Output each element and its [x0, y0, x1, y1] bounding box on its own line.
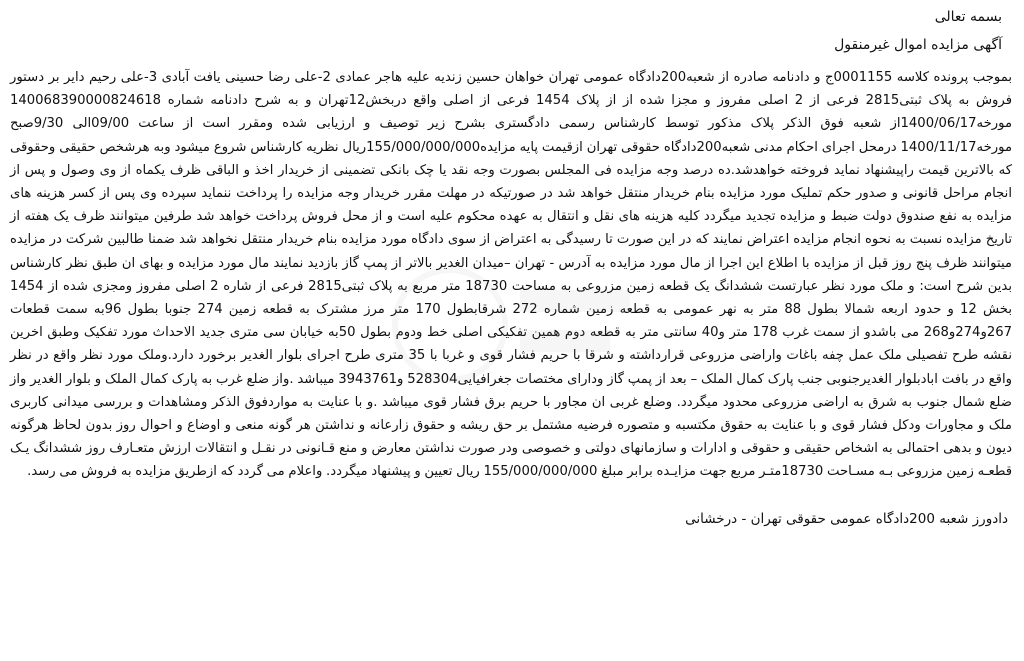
auction-notice-document: [10, 6, 1014, 530]
document-signature: دادورز شعبه 200دادگاه عمومی حقوقی تهران - درخشانی: [685, 510, 1008, 527]
document-title: آگهی مزایده اموال غیرمنقول: [834, 37, 1002, 53]
document-heading: بسمه تعالی: [934, 9, 1002, 25]
document-body: بموجب پرونده کلاسه 0001155ج و دادنامه صادره از شعبه200دادگاه عمومی تهران خواهان حسین زندیه علیه هاجر عمادی 2-علی رضا حسینی یافت آبادی 3-علی رحیم دایر بر دستور فروش به پلاک ثبتی2815 فرعی از 2 اصلی مفروز و مجزا شده از از پلاک 1454 فرعی از اصلی واقع دربخش12تهران و به شرح دادنامه شماره 140068390000824618 مورخه1400/06/17از شعبه فوق الذکر پلاک مذکور توسط کارشناس رسمی دادگستری بشرح زیر توصیف و ارزیابی شده ومقرر است از ساعت 09/00الی 9/30صبح مورخه1400/11/17 درمحل اجرای احکام مدنی شعبه200دادگاه حقوقی تهران ازقیمت پایه مزایده155/000/000/000ریال نظریه کارشناس شروع میشود وبه هرشخص حقیقی وحقوقی که بالاترین قیمت راپیشنهاد نماید فروخته خواهدشد.ده درصد وجه مزایده فی المجلس بصورت وجه نقد یا چک بانکی تضمینی از خریدار اخذ و الباقی ظرف یکماه از وی وصول و پس از انجام مراحل قانونی و صدور حکم تملیک مورد مزایده بنام خریدار منتقل خواهد شد در صورتیکه در مهلت مقرر خریدار وجه مزایده را پرداخت ننماید سپرده وی پس از کسر هزینه های مزایده به نفع صندوق دولت ضبط و مزایده تجدید میگردد کلیه هزینه های نقل و انتقال به عهده محکوم علیه است و از محل فروش پرداخت خواهد شد طرفین میتوانند ظرف یک هفته از تاریخ مزایده نسبت به نحوه انجام مزایده اعتراض نمایند که در این صورت تا رسیدگی به اعتراض از سوی دادگاه مورد مزایده بنام خریدار منتقل نخواهد شد ضمنا طالبین شرکت در مزایده میتوانند ظرف پنج روز قبل از مزایده با اطلاع این اجرا از مال مورد مزایده به آدرس - تهران –میدان الغدیر بالاتر از پمپ گاز بازدید نمایند مال مورد مزایده و بهای ان طبق نظر کارشناس بدین شرح است: و ملک مورد نظر عبارتست ششدانگ یک قطعه زمین مزروعی به مساحت 18730 متر مربع به پلاک ثبتی2815 فرعی از شاره 2 اصلی مفروز ومجزی شده از 1454 بخش 12 و حدود اربعه شمالا بطول 88 متر به نهر عمومی به قطعه زمین شماره 272 شرقابطول 170 متر مرز مشترک به قطعه زمین 274 جنوبا بطول 96به سمت قطعات 267و274و268 می باشدو از سمت غرب 178 متر و40 سانتی متر به قطعه دوم همین تفکیکی اصلی خط ودوم بطول 50به خیابان سی متری جدید الاحداث مورد تفکیک وطبق اخرین نقشه طرح تفصیلی ملک عمل چفه باغات واراضی مزروعی قرارداشته و شرقا با حریم فشار قوی و غربا با 35 متری طرح اجرای بلوار الغدیر برخورد دارد.وملک مورد نظر واقع در نظر واقع در بافت ابادبلوار الغدیرجنوبی جنب پارک کمال الملک – بعد از پمپ گاز ودارای مختصات جغرافیایی528304 و3943761 میباشد .واز ضلع غرب به پارک کمال الملک و بلوار الغدیر واز ضلع شمال جنوب به شرق به اراضی مزروعی محدود میگردد. وضلع غربی ان مجاور با حریم برق فشار قوی میباشد .و با عنایت به مواردفوق الذکر ومشاهدات و بررسی میدانی کاربری ملک و مجاورات ودکل فشار قوی و با عنایت به حقوق مکتسبه و متصوره فرضیه مشتمل بر حق ریشه و حقوق زارعانه و نداشتن هر گونه منعی و اوضاع و احوال روز بدون لحاظ هرگونه دیون و بدهی احتمالی به اشخاص حقیقی و حقوقی و ادارات و سازمانهای دولتی و خصوصی ودر صورت نداشتن معارض و منع قـانونی در نقـل و انتقالات ارزش متعـارف روز ششدانگ یـک قطعـه زمین مزروعی بـه مسـاحت 18730متـر مربع جهت مزایـده برابر مبلغ 155/000/000/000 ریال تعیین و پیشنهاد میگردد. واعلام می گردد که ازطریق مزایده به فروش می رسد.: [10, 70, 1013, 480]
